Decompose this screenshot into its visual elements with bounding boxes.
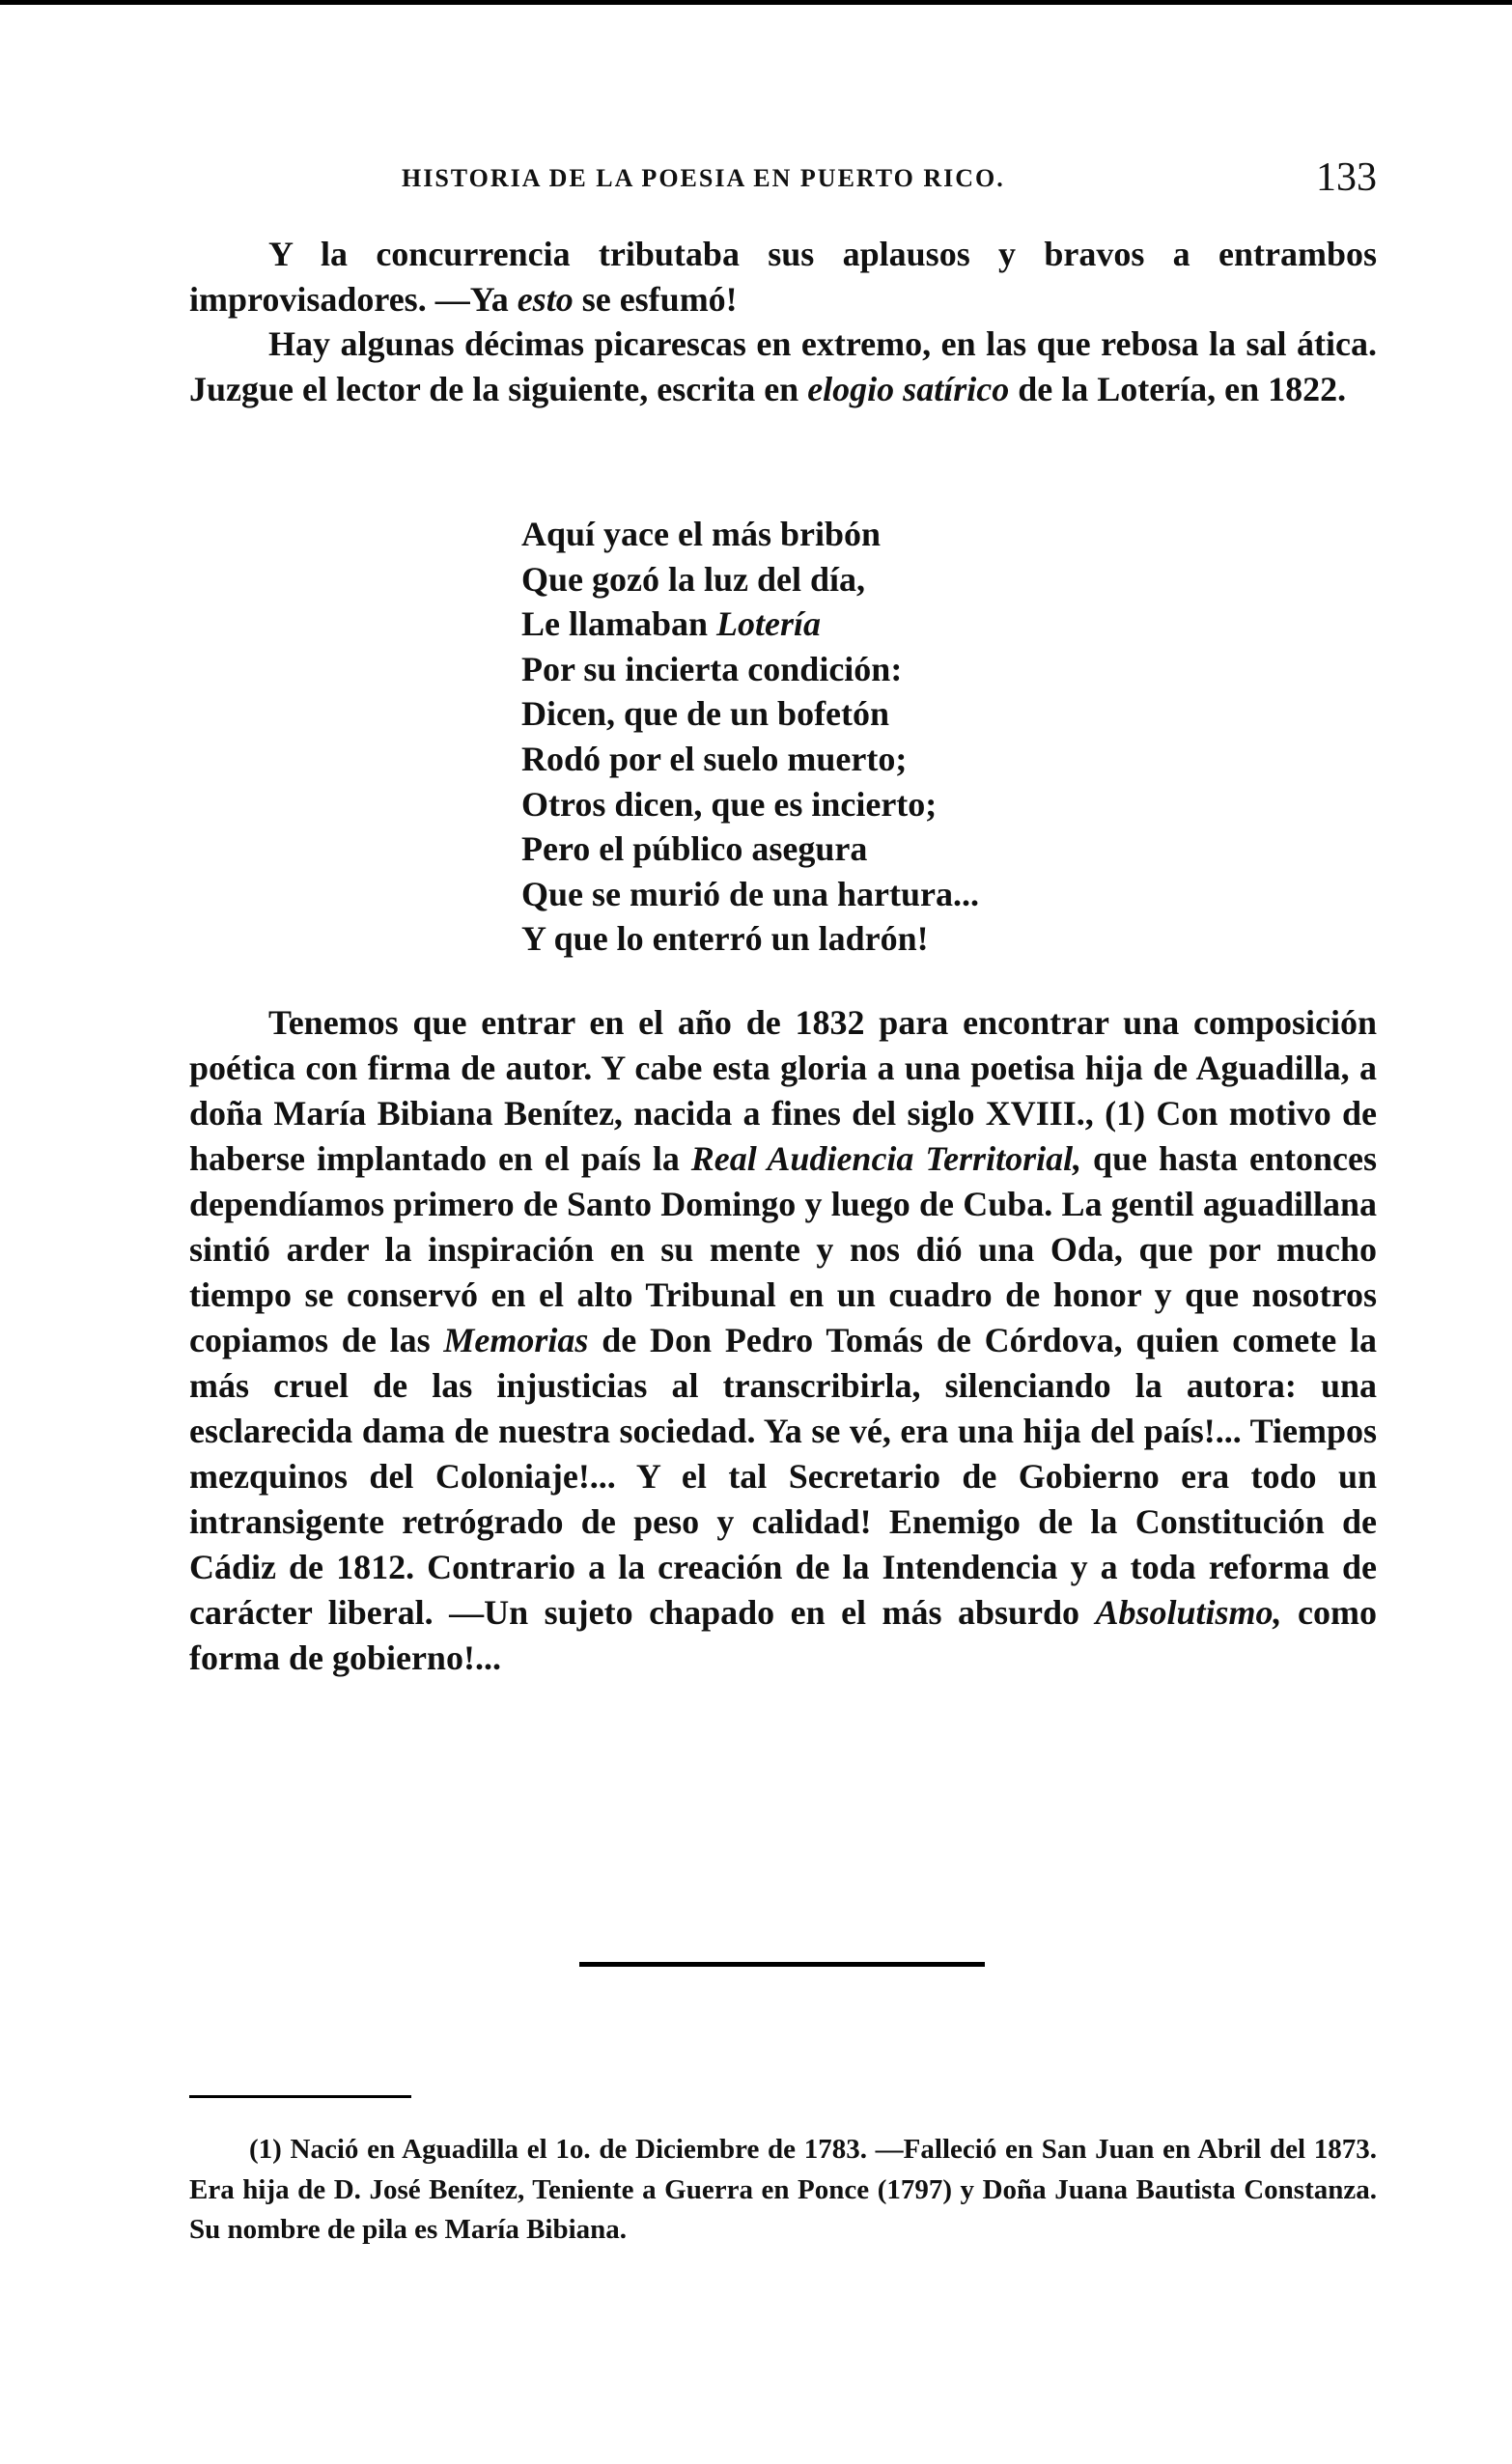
poem-verse-7: Otros dicen, que es incierto;	[521, 784, 938, 824]
poem-verse-5: Dicen, que de un bofetón	[521, 694, 890, 734]
footnote	[189, 2130, 1377, 2251]
intro-text	[189, 232, 1377, 411]
poem-verse-10: Y que lo enterró un ladrón!	[521, 919, 929, 959]
poem-verse-8: Pero el público asegura	[521, 829, 868, 869]
poem-verse-3	[521, 602, 979, 647]
main-emphasis-absolutismo: Absolutismo,	[1095, 1593, 1282, 1632]
footnote-divider	[189, 2095, 411, 2098]
main-text-1: Tenemos que entrar en el año de 1832 para encontrar una composición poética con firma de autor. Y cabe esta gloria a una poetisa hija de Aguadilla, a doña María Bibiana Benítez, nacida a fines del siglo XVIII., (1) Con motivo de haberse implantado en el país la	[189, 1003, 1377, 1178]
poem-verse-4: Por su incierta condición:	[521, 649, 903, 688]
poem-verse-3-emphasis: Lotería	[716, 604, 822, 644]
intro-paragraph-2	[189, 322, 1377, 411]
poem-verse-1: Aquí yace el más bribón	[521, 515, 882, 553]
poem-verse-9: Que se murió de una hartura...	[521, 874, 980, 913]
poem-verse-2: Que gozó la luz del día,	[521, 559, 866, 599]
intro-paragraph-1	[189, 232, 1377, 322]
main-text-4: como forma de gobierno!...	[189, 1593, 1377, 1677]
intro-p1-emphasis: esto	[517, 279, 574, 319]
main-text-3: de Don Pedro Tomás de Córdova, quien comete la más cruel de las injusticias al transcribirla, silenciando la autora: una esclarecida dama de nuestra sociedad. Ya se vé, era una hija del país!... Tiempos mezquinos del Coloniaje!... Y el tal Secretario de Gobierno era todo un intransigente retrógrado de peso y calidad! Enemigo de la Constitución de Cádiz de 1812. Contrario a la creación de la Intendencia y a toda reforma de carácter liberal. —Un sujeto chapado en el más absurdo	[189, 1321, 1377, 1632]
top-border	[0, 0, 1512, 5]
intro-p1-text-a: Y la concurrencia tributaba sus aplausos y bravos a entrambos improvisadores. —Ya	[189, 235, 1377, 319]
page-header	[189, 154, 1377, 212]
main-paragraph	[189, 1000, 1377, 1681]
running-title: HISTORIA DE LA POESIA EN PUERTO RICO.	[402, 164, 1005, 192]
page-number: 133	[1316, 155, 1377, 200]
main-emphasis-memorias: Memorias	[443, 1321, 589, 1359]
poem-decima	[521, 512, 979, 962]
poem-verse-6: Rodó por el suelo muerto;	[521, 739, 908, 778]
intro-p2-emphasis: elogio satírico	[807, 369, 1010, 408]
poem-verse-3-text: Le llamaban	[521, 604, 717, 644]
footnote-text: (1) Nació en Aguadilla el 1o. de Diciembre de 1783. —Falleció en San Juan en Abril del 1873. Era hija de D. José Benítez, Teniente a Guerra en Ponce (1797) y Doña Juana Bautista Constanza. Su nombre de pila es María Bibiana.	[189, 2134, 1377, 2245]
section-divider	[579, 1962, 985, 1967]
main-text	[189, 1000, 1377, 1681]
intro-p2-text-b: de la Lotería, en 1822.	[1009, 369, 1347, 408]
intro-p1-text-b: se esfumó!	[573, 279, 738, 319]
main-text-2: que hasta entonces dependíamos primero de Santo Domingo y luego de Cuba. La gentil aguadillana sintió arder la inspiración en su mente y nos dió una Oda, que por mucho tiempo se conservó en el alto Tribunal en un cuadro de honor y que nosotros copiamos de las	[189, 1139, 1377, 1359]
main-emphasis-audiencia: Real Audiencia Territorial,	[690, 1139, 1082, 1178]
intro-p2-text-a: Hay algunas décimas picarescas en extremo, en las que rebosa la sal ática. Juzgue el lector de la siguiente, escrita en	[189, 324, 1377, 408]
